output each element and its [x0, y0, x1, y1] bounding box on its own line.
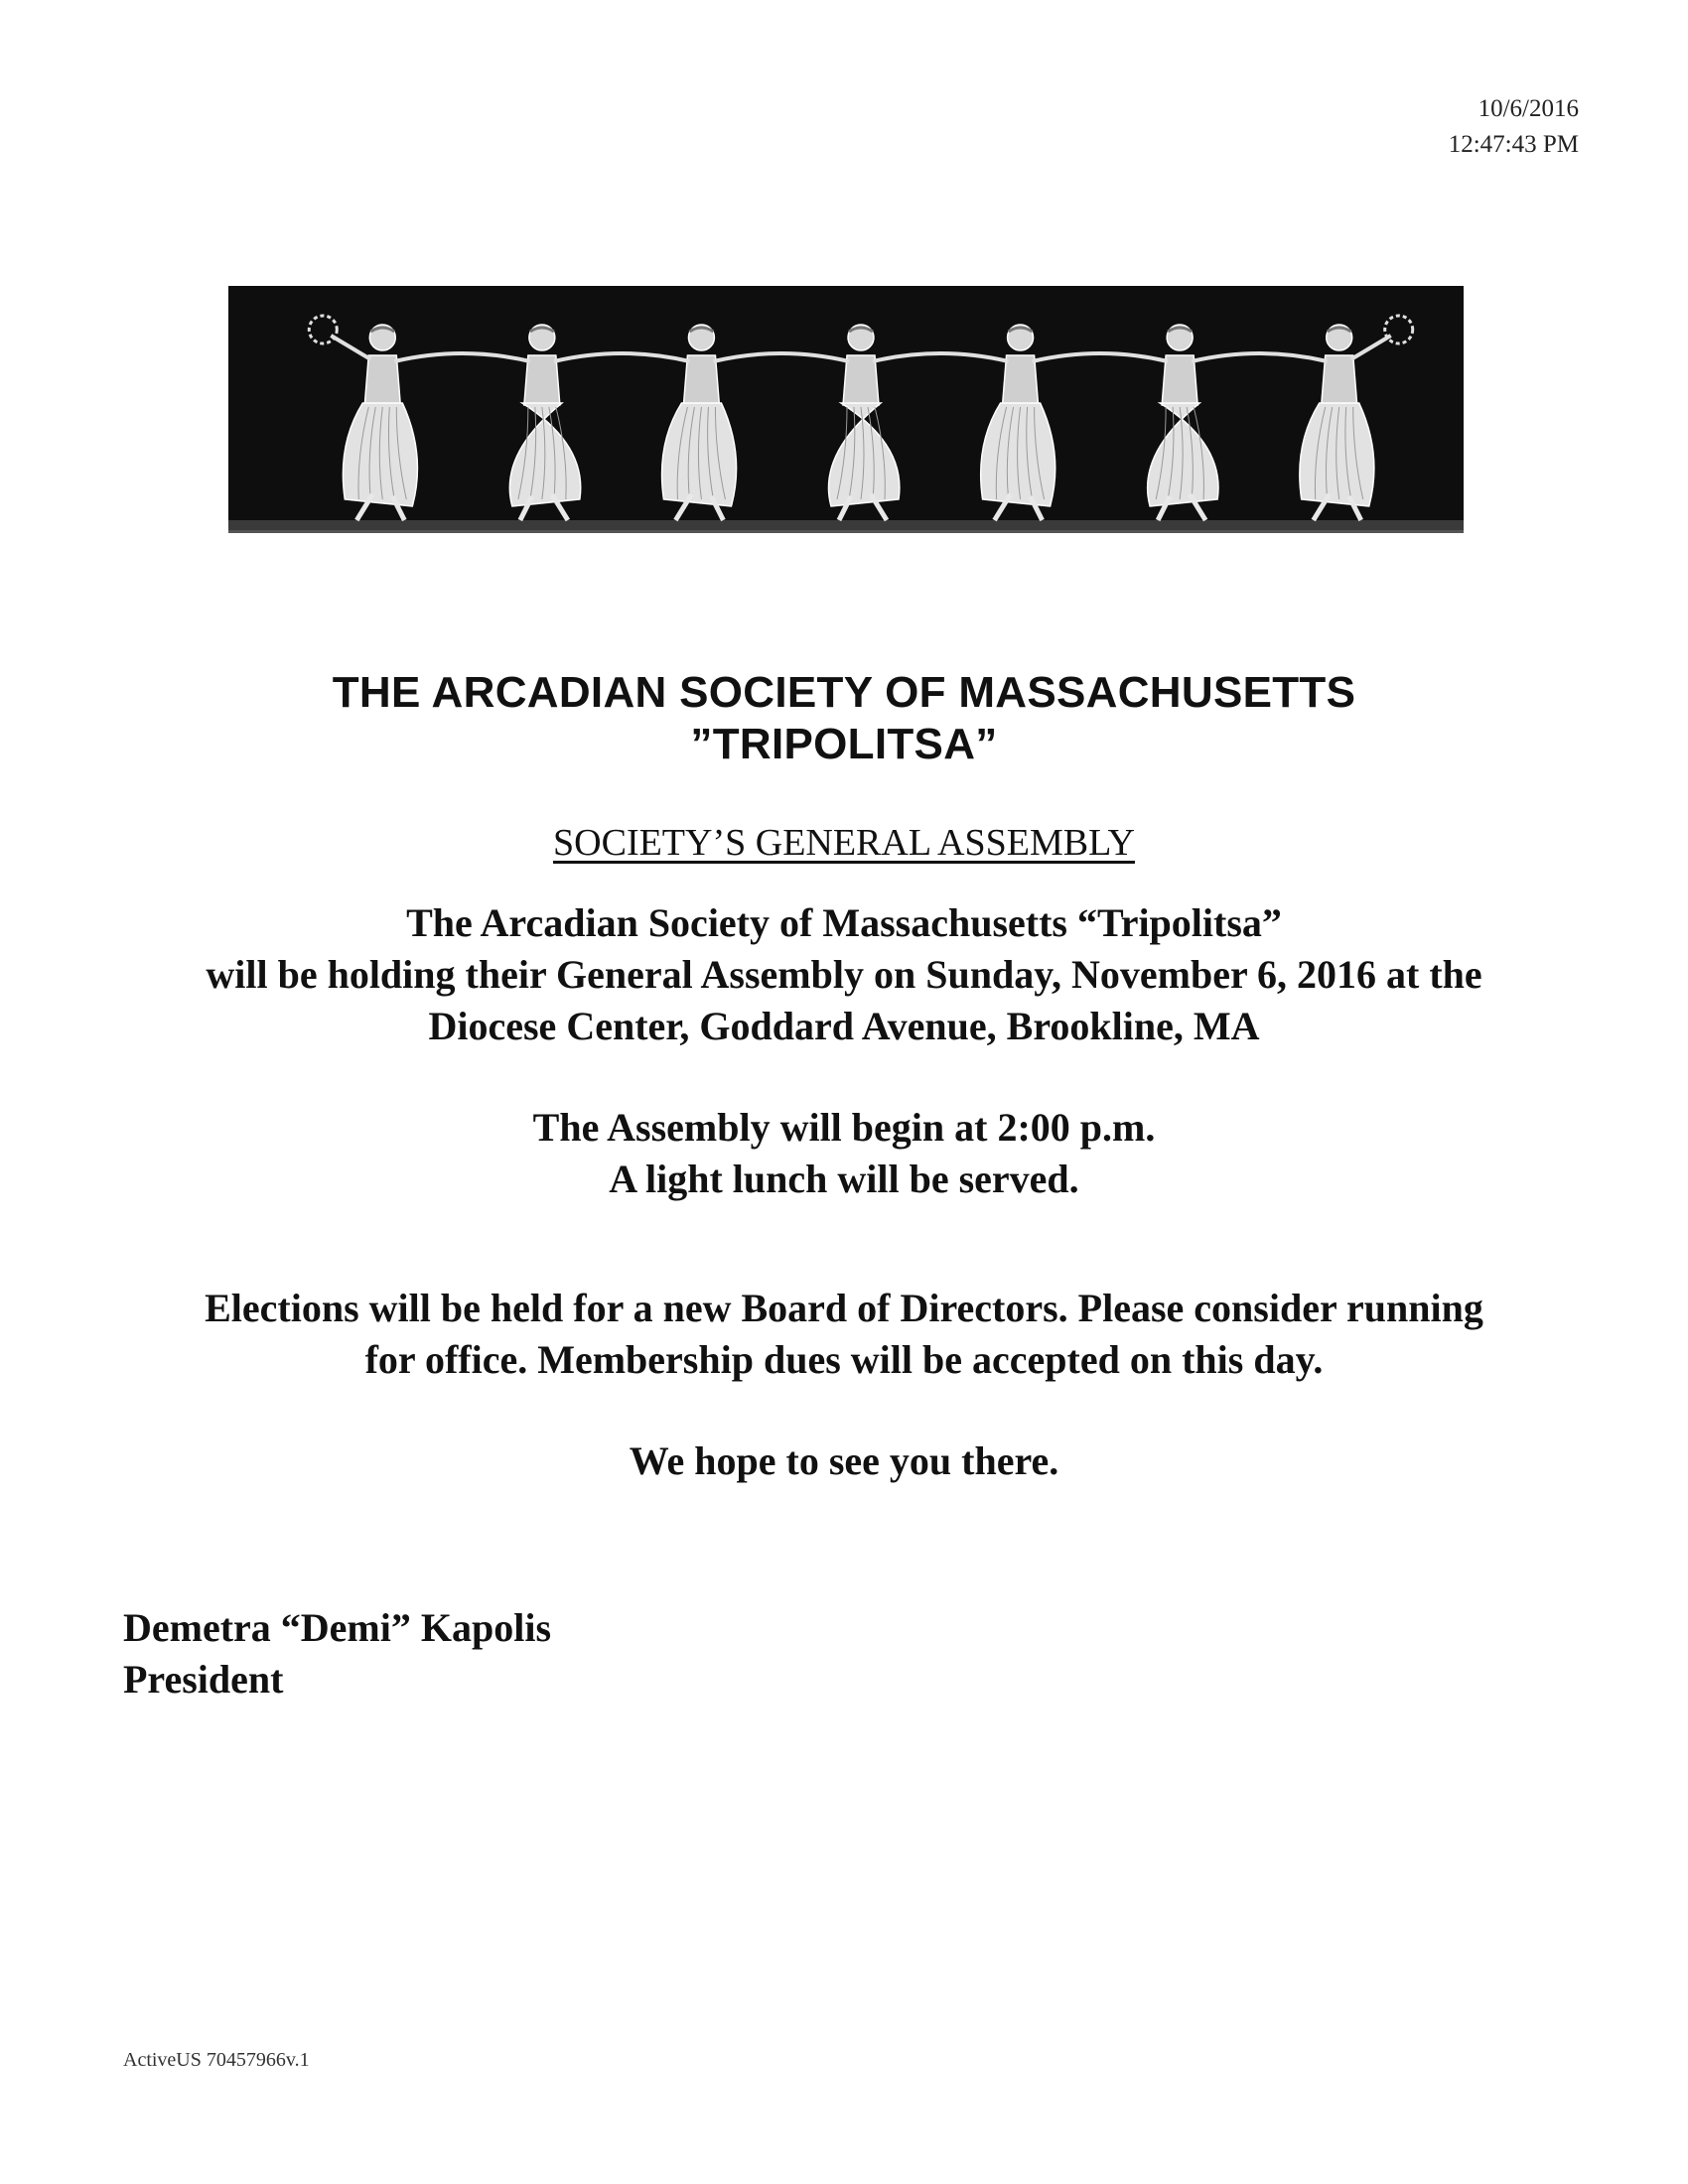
- organization-title: [0, 667, 1688, 770]
- elections-line: Elections will be held for a new Board of Directors. Please consider running: [205, 1286, 1483, 1330]
- banner-illustration: [228, 286, 1464, 530]
- timestamp-date: 10/6/2016: [1477, 95, 1579, 122]
- elections-paragraph: [0, 1283, 1688, 1386]
- organization-subtitle: ”TRIPOLITSA”: [690, 720, 998, 768]
- document-id: ActiveUS 70457966v.1: [123, 2049, 310, 2071]
- schedule-paragraph: [0, 1102, 1688, 1205]
- print-timestamp: [1449, 91, 1579, 163]
- timestamp-time: 12:47:43 PM: [1448, 131, 1579, 158]
- section-heading: [0, 820, 1688, 866]
- closing-line: We hope to see you there.: [629, 1438, 1059, 1483]
- banner-ground: [228, 520, 1464, 530]
- signatory-title: President: [123, 1657, 284, 1702]
- dancing-figures-banner: [228, 286, 1464, 533]
- general-assembly-heading: SOCIETY’S GENERAL ASSEMBLY: [553, 822, 1135, 864]
- announcement-line: Diocese Center, Goddard Avenue, Brookline, MA: [428, 1004, 1260, 1048]
- closing-paragraph: [0, 1435, 1688, 1487]
- announcement-line: will be holding their General Assembly on Sunday, November 6, 2016 at the: [206, 952, 1482, 997]
- announcement-paragraph: [0, 897, 1688, 1052]
- signature-block: [123, 1602, 551, 1706]
- schedule-line: The Assembly will begin at 2:00 p.m.: [532, 1105, 1156, 1150]
- elections-line: for office. Membership dues will be accepted on this day.: [364, 1337, 1324, 1382]
- schedule-line: A light lunch will be served.: [609, 1157, 1079, 1201]
- signatory-name: Demetra “Demi” Kapolis: [123, 1605, 552, 1650]
- organization-name: THE ARCADIAN SOCIETY OF MASSACHUSETTS: [332, 668, 1356, 717]
- announcement-line: The Arcadian Society of Massachusetts “Tripolitsa”: [406, 900, 1282, 945]
